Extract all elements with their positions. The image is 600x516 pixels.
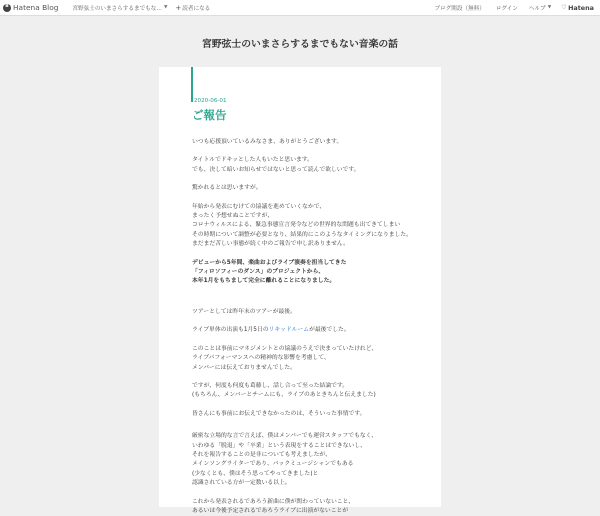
article-date[interactable]: 2020-06-01 — [194, 97, 227, 104]
paragraph-line: いわゆる「脱退」や「卒業」という表現をすることはできないし、 — [192, 442, 366, 449]
top-bar — [0, 0, 600, 16]
title-accent-bar — [191, 67, 193, 102]
blog-title[interactable]: 宮野弦士のいまさらするまでもない音楽の話 — [202, 39, 398, 50]
open-blog-link[interactable]: ブログ開設（無料） — [434, 5, 485, 12]
help-label: ヘルプ — [528, 5, 546, 12]
paragraph-line: 驚かれるとは思いますが。 — [192, 185, 262, 192]
blog-name-dropdown[interactable] — [72, 4, 167, 12]
hatena-logo[interactable] — [561, 4, 594, 12]
hatena-blog-logo[interactable] — [3, 3, 58, 12]
paragraph-line: 認識されている方が一定数いる以上。 — [192, 480, 291, 487]
chevron-down-icon: ▼ — [163, 5, 168, 10]
article-card — [159, 67, 441, 514]
plus-icon: + — [175, 3, 182, 12]
paragraph-line: それを報告することの是非についても考えましたが、 — [192, 451, 332, 458]
paragraph-line: まったく予想せぬことですが、 — [192, 213, 274, 220]
chevron-down-icon: ▼ — [547, 5, 552, 10]
paragraph-line: (もちろん、メンバーとチームにも、ライブのあときちんと伝えました) — [192, 392, 376, 399]
blog-name-label: 宮野弦士のいまさらするまでもな… — [72, 5, 162, 12]
article-title[interactable]: ご報告 — [192, 108, 227, 122]
paragraph-line: その時期について調整が必要となり、結果的にこのようなタイミングになりました。 — [192, 231, 412, 238]
subscribe-label: 読者になる — [182, 5, 211, 12]
paragraph-line: ツアーとしては昨年末のツアーが最後。 — [192, 308, 296, 315]
paragraph-line: これから発表されるであろう新曲に僕が関わっていないこと、 — [192, 498, 355, 505]
paragraph-line: コロナウィルスによる、緊急事態宣言発令などの世界的な問題も出てきてしまい — [192, 222, 401, 229]
paragraph-line: 本年1月をもちまして完全に離れることになりました。 — [192, 278, 336, 285]
paragraph-line: タイトルでドキッとした人もいたと思います。 — [192, 157, 313, 164]
subscribe-button[interactable] — [175, 4, 210, 12]
paragraph-line: ライブパフォーマンスへの精神的な影響を考慮して、 — [192, 355, 330, 362]
paragraph-line: ライブ単体の出演も1月5日のリキッドルームが最後でした。 — [192, 327, 350, 334]
paragraph-line: いつも応援頂いているみなさま、ありがとうございます。 — [192, 139, 343, 145]
hatena-icon: ♡ — [561, 4, 567, 11]
login-link[interactable]: ログイン — [495, 5, 518, 12]
venue-link[interactable]: リキッドルーム — [268, 327, 310, 334]
paragraph-line: メインソングライターであり、バックミュージシャンでもある — [192, 461, 354, 468]
paragraph-line: 「フィロソフィーのダンス」のプロジェクトから、 — [192, 269, 325, 276]
article-body — [192, 138, 432, 516]
paragraph-line: まだまだ苦しい事態が続く中のご報告で申し訳ありません。 — [192, 241, 349, 248]
hatena-logo-text: Hatena — [568, 3, 594, 12]
top-right-nav — [423, 0, 594, 15]
paragraph-line: 厳密な立場的な言で言えば、僕はメンバーでも運営スタッフでもなく、 — [192, 433, 378, 440]
paragraph-line: デビューから5年間、楽曲およびライブ演奏を担当してきた — [192, 259, 347, 266]
paragraph-line: このことは事前にマネジメントとの協議のうえで決まっていたけれど、 — [192, 345, 378, 352]
paragraph-line: でも、決して暗いお知らせではないと思って読んで欲しいです。 — [192, 166, 360, 173]
paragraph-line: (少なくとも、僕はそう思ってやってきました)と — [192, 470, 319, 477]
paragraph-line: 年始から発表にむけての協議を進めていくなかで、 — [192, 203, 326, 210]
paragraph-line: ですが、何度も何度も葛藤し、話し合って至った結論です。 — [192, 382, 349, 389]
paragraph-line: あるいは今後予定されるであろうライブに出演がないことが — [192, 507, 349, 514]
paragraph-line: 皆さんにも事前にお伝えできなかったのは、そういった事情です。 — [192, 410, 366, 417]
brand-text: Hatena Blog — [13, 3, 59, 12]
paragraph-line: メンバーには伝えておりませんでした。 — [192, 364, 296, 371]
help-menu[interactable] — [529, 4, 551, 12]
hatena-blog-icon: B — [3, 4, 11, 12]
